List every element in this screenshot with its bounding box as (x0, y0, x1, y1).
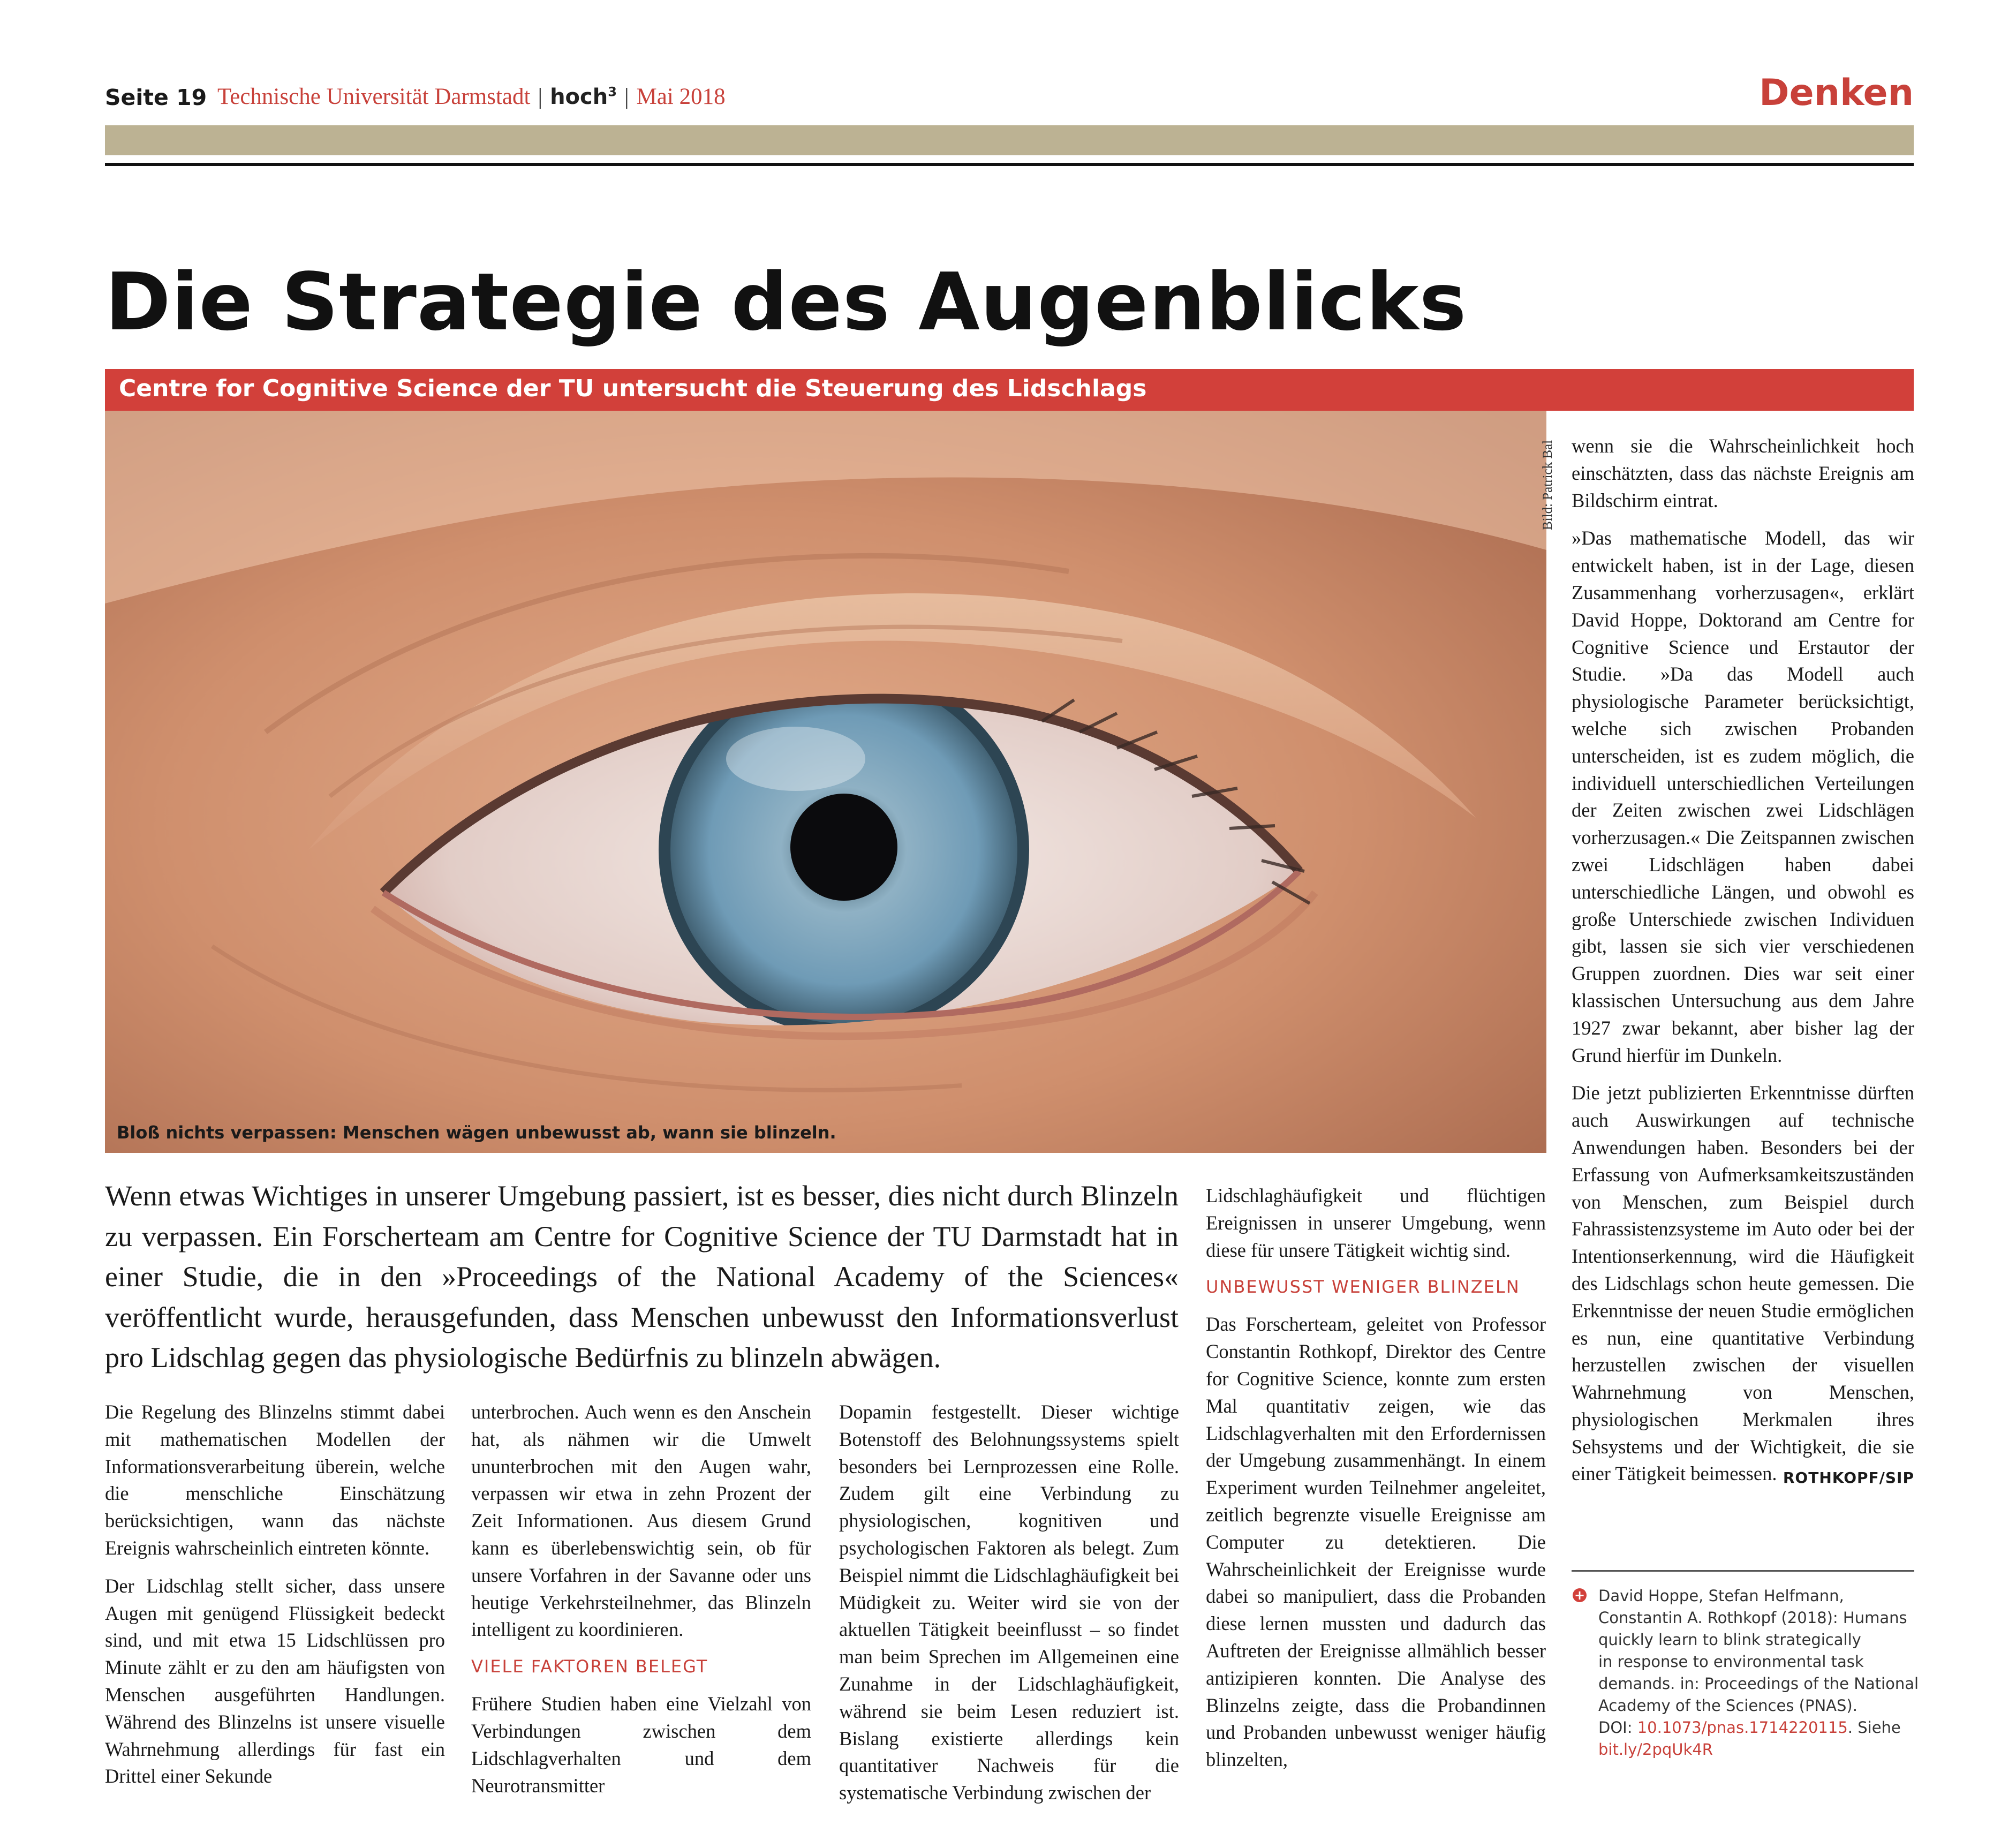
short-link[interactable]: bit.ly/2pqUk4R (1598, 1740, 1713, 1759)
subheading: UNBEWUSST WENIGER BLINZELN (1206, 1277, 1520, 1298)
reference-box: + David Hoppe, Stefan Helfmann, Constantin A. Rothkopf (2018): Humans quickly learn to blink strategically in response to environmental task demands. in: Proceedings of the National Academy of the Sciences (PNAS). DOI: 10.1073/pnas.1714220115. Siehe bit.ly/2pqUk4R (1572, 1585, 1914, 1761)
author-credit: ROTHKOPF/SIP (1783, 1469, 1914, 1487)
paragraph: Lidschlaghäufigkeit und flüchtigen Ereignissen in unserer Umgebung, wenn diese für unsere Tätigkeit wichtig sind. (1206, 1185, 1546, 1261)
subheadline-bar (105, 369, 1914, 411)
reference-rule (1572, 1570, 1914, 1572)
body-column-2 (471, 1399, 811, 1810)
masthead (217, 84, 726, 110)
paragraph: Der Lidschlag stellt sicher, dass unsere Augen mit genügend Flüssigkeit bedeckt sind, und mit etwa 15 Lidschlüssen pro Minute zählt er zu den am häufigsten von Menschen ausgeführten Handlungen. Während des Blinzelns ist unsere visuelle Wahrnehmung allerdings für fast ein Drittel einer Sekunde (105, 1574, 445, 1787)
photo-caption: Bloß nichts verpassen: Menschen wägen unbewusst ab, wann sie blinzeln. (117, 1122, 836, 1143)
body-column-5 (1572, 433, 1914, 1498)
paragraph: Die Regelung des Blinzelns stimmt dabei mit mathematischen Modellen der Informationsverarbeitung überein, welche die menschliche Einschätzung berücksichtigen, wann das nächste Ereignis wahrscheinlich eintreten könnte. (105, 1401, 445, 1559)
subheading: VIELE FAKTOREN BELEGT (471, 1656, 708, 1677)
separator: | (624, 84, 629, 109)
paragraph: unterbrochen. Auch wenn es den Anschein hat, als nähmen wir die Umwelt ununterbrochen mit den Augen wahr, verpassen wir etwa in zehn Prozent der Zeit Informationen. Aus diesem Grund kann es überlebenswichtig sein, ob für unsere Vorfahren in der Savanne oder uns heutige Verkehrsteilnehmer, das Blinzeln intelligent zu koordinieren. (471, 1401, 811, 1641)
page-header (105, 72, 1914, 123)
section-title: Denken (1759, 72, 1914, 114)
doi-link[interactable]: 10.1073/pnas.1714220115 (1637, 1718, 1848, 1737)
headline: Die Strategie des Augenblicks (105, 256, 1467, 348)
header-band (105, 125, 1914, 155)
page-number: Seite 19 (105, 85, 207, 110)
photo-credit: Bild: Patrick Bal (1541, 440, 1555, 530)
body-column-1 (105, 1399, 445, 1801)
magazine-name: hoch$^3$ (550, 84, 617, 109)
paragraph: Das Forscherteam, geleitet von Professor Constantin Rothkopf, Direktor des Centre for Cognitive Science, konnte zum ersten Mal quantitativ zeigen, wie das Lidschlagverhalten mit den Erfordernissen der Umgebung zusammenhängt. In einem Experiment wurden Teilnehmer angeleitet, zeitlich begrenzte visuelle Ereignisse am Computer zu detektieren. Die Wahrscheinlichkeit der Ereignisse wurde dabei so manipuliert, dass die Probanden diese lernen mussten und dadurch das Auftreten der Ereignisse allmählich besser antizipieren konnten. Die Analyse des Blinzelns zeigte, dass die Probandinnen und Probanden unbewusst weniger häufig blinzelten, (1206, 1313, 1546, 1771)
paragraph: Frühere Studien haben eine Vielzahl von Verbindungen zwischen dem Lidschlagverhalten und dem Neurotransmitter (471, 1693, 811, 1797)
plus-icon: + (1573, 1588, 1587, 1602)
body-column-4 (1206, 1182, 1546, 1784)
separator: | (538, 84, 543, 109)
issue-date: Mai 2018 (636, 84, 726, 109)
lead-paragraph: Wenn etwas Wichtiges in unserer Umgebung passiert, ist es besser, dies nicht durch Blinzeln zu verpassen. Ein Forscherteam am Centre for Cognitive Science der TU Darmstadt hat in einer Studie, die in den »Proceedings of the National Academy of the Sciences« veröffentlicht wurde, herausgefunden, dass Menschen unbewusst den Informationsverlust pro Lidschlag gegen das physiologische Bedürfnis zu blinzeln abwägen. (105, 1180, 1179, 1374)
university-name: Technische Universität Darmstadt (217, 84, 531, 109)
paragraph: »Das mathematische Modell, das wir entwickelt haben, ist in der Lage, diesen Zusammenhang vorherzusagen«, erklärt David Hoppe, Doktorand am Centre for Cognitive Science und Erstautor der Studie. »Da das Modell auch physiologische Parameter berücksichtigt, welche sich zwischen Probanden unterscheiden, ist es zudem möglich, die individuell unterschiedlichen Verteilungen der Zeiten zwischen zwei Lidschlägen vorherzusagen.« Die Zeitspannen zwischen zwei Lidschlägen haben dabei unterschiedliche Längen, und obwohl es große Unterschiede zwischen Individuen gibt, lassen sie sich vier verschiedenen Gruppen zuordnen. Dies war seit einer klassischen Untersuchung aus dem Jahre 1927 zwar bekannt, aber bisher lag der Grund hierfür im Dunkeln. (1572, 527, 1914, 1066)
header-rule (105, 163, 1914, 166)
paragraph: Dopamin festgestellt. Dieser wichtige Botenstoff des Belohnungssystems spielt besonders bei Lernprozessen eine Rolle. Zudem gilt eine Verbindung zu physiologischen, kognitiven und psychologischen Faktoren als belegt. Zum Beispiel nimmt die Lidschlaghäufigkeit bei Müdigkeit zu. Weiter wird sie von der aktuellen Tätigkeit beeinflusst – so findet man beim Sprechen im Allgemeinen eine Zunahme in der Lidschlaghäufigkeit, während sie beim Lesen reduziert ist. Bislang existierte allerdings kein quantitativer Nachweis für die systematische Verbindung zwischen der (839, 1401, 1179, 1804)
paragraph: wenn sie die Wahrscheinlichkeit hoch einschätzten, dass das nächste Ereignis am Bildschirm eintrat. (1572, 435, 1914, 511)
paragraph: Die jetzt publizierten Erkenntnisse dürften auch Auswirkungen auf technische Anwendungen haben. Besonders bei der Erfassung von Aufmerksamkeitszuständen von Menschen, zum Beispiel durch Fahrassistenzsysteme im Auto oder bei der Intentionserkennung, wird die Häufigkeit des Lidschlags schon heute gemessen. Die Erkenntnisse der neuen Studie ermöglichen es nun, eine quantitative Verbindung herzustellen zwischen der visuellen Wahrnehmung von Menschen, physiologischen Merkmalen ihres Sehsystems und der Wichtigkeit, die sie einer Tätigkeit beimessen. ROTHKOPF/SIP (1572, 1080, 1914, 1488)
body-column-3 (839, 1399, 1179, 1817)
subheadline: Centre for Cognitive Science der TU untersucht die Steuerung des Lidschlags (119, 375, 1147, 402)
